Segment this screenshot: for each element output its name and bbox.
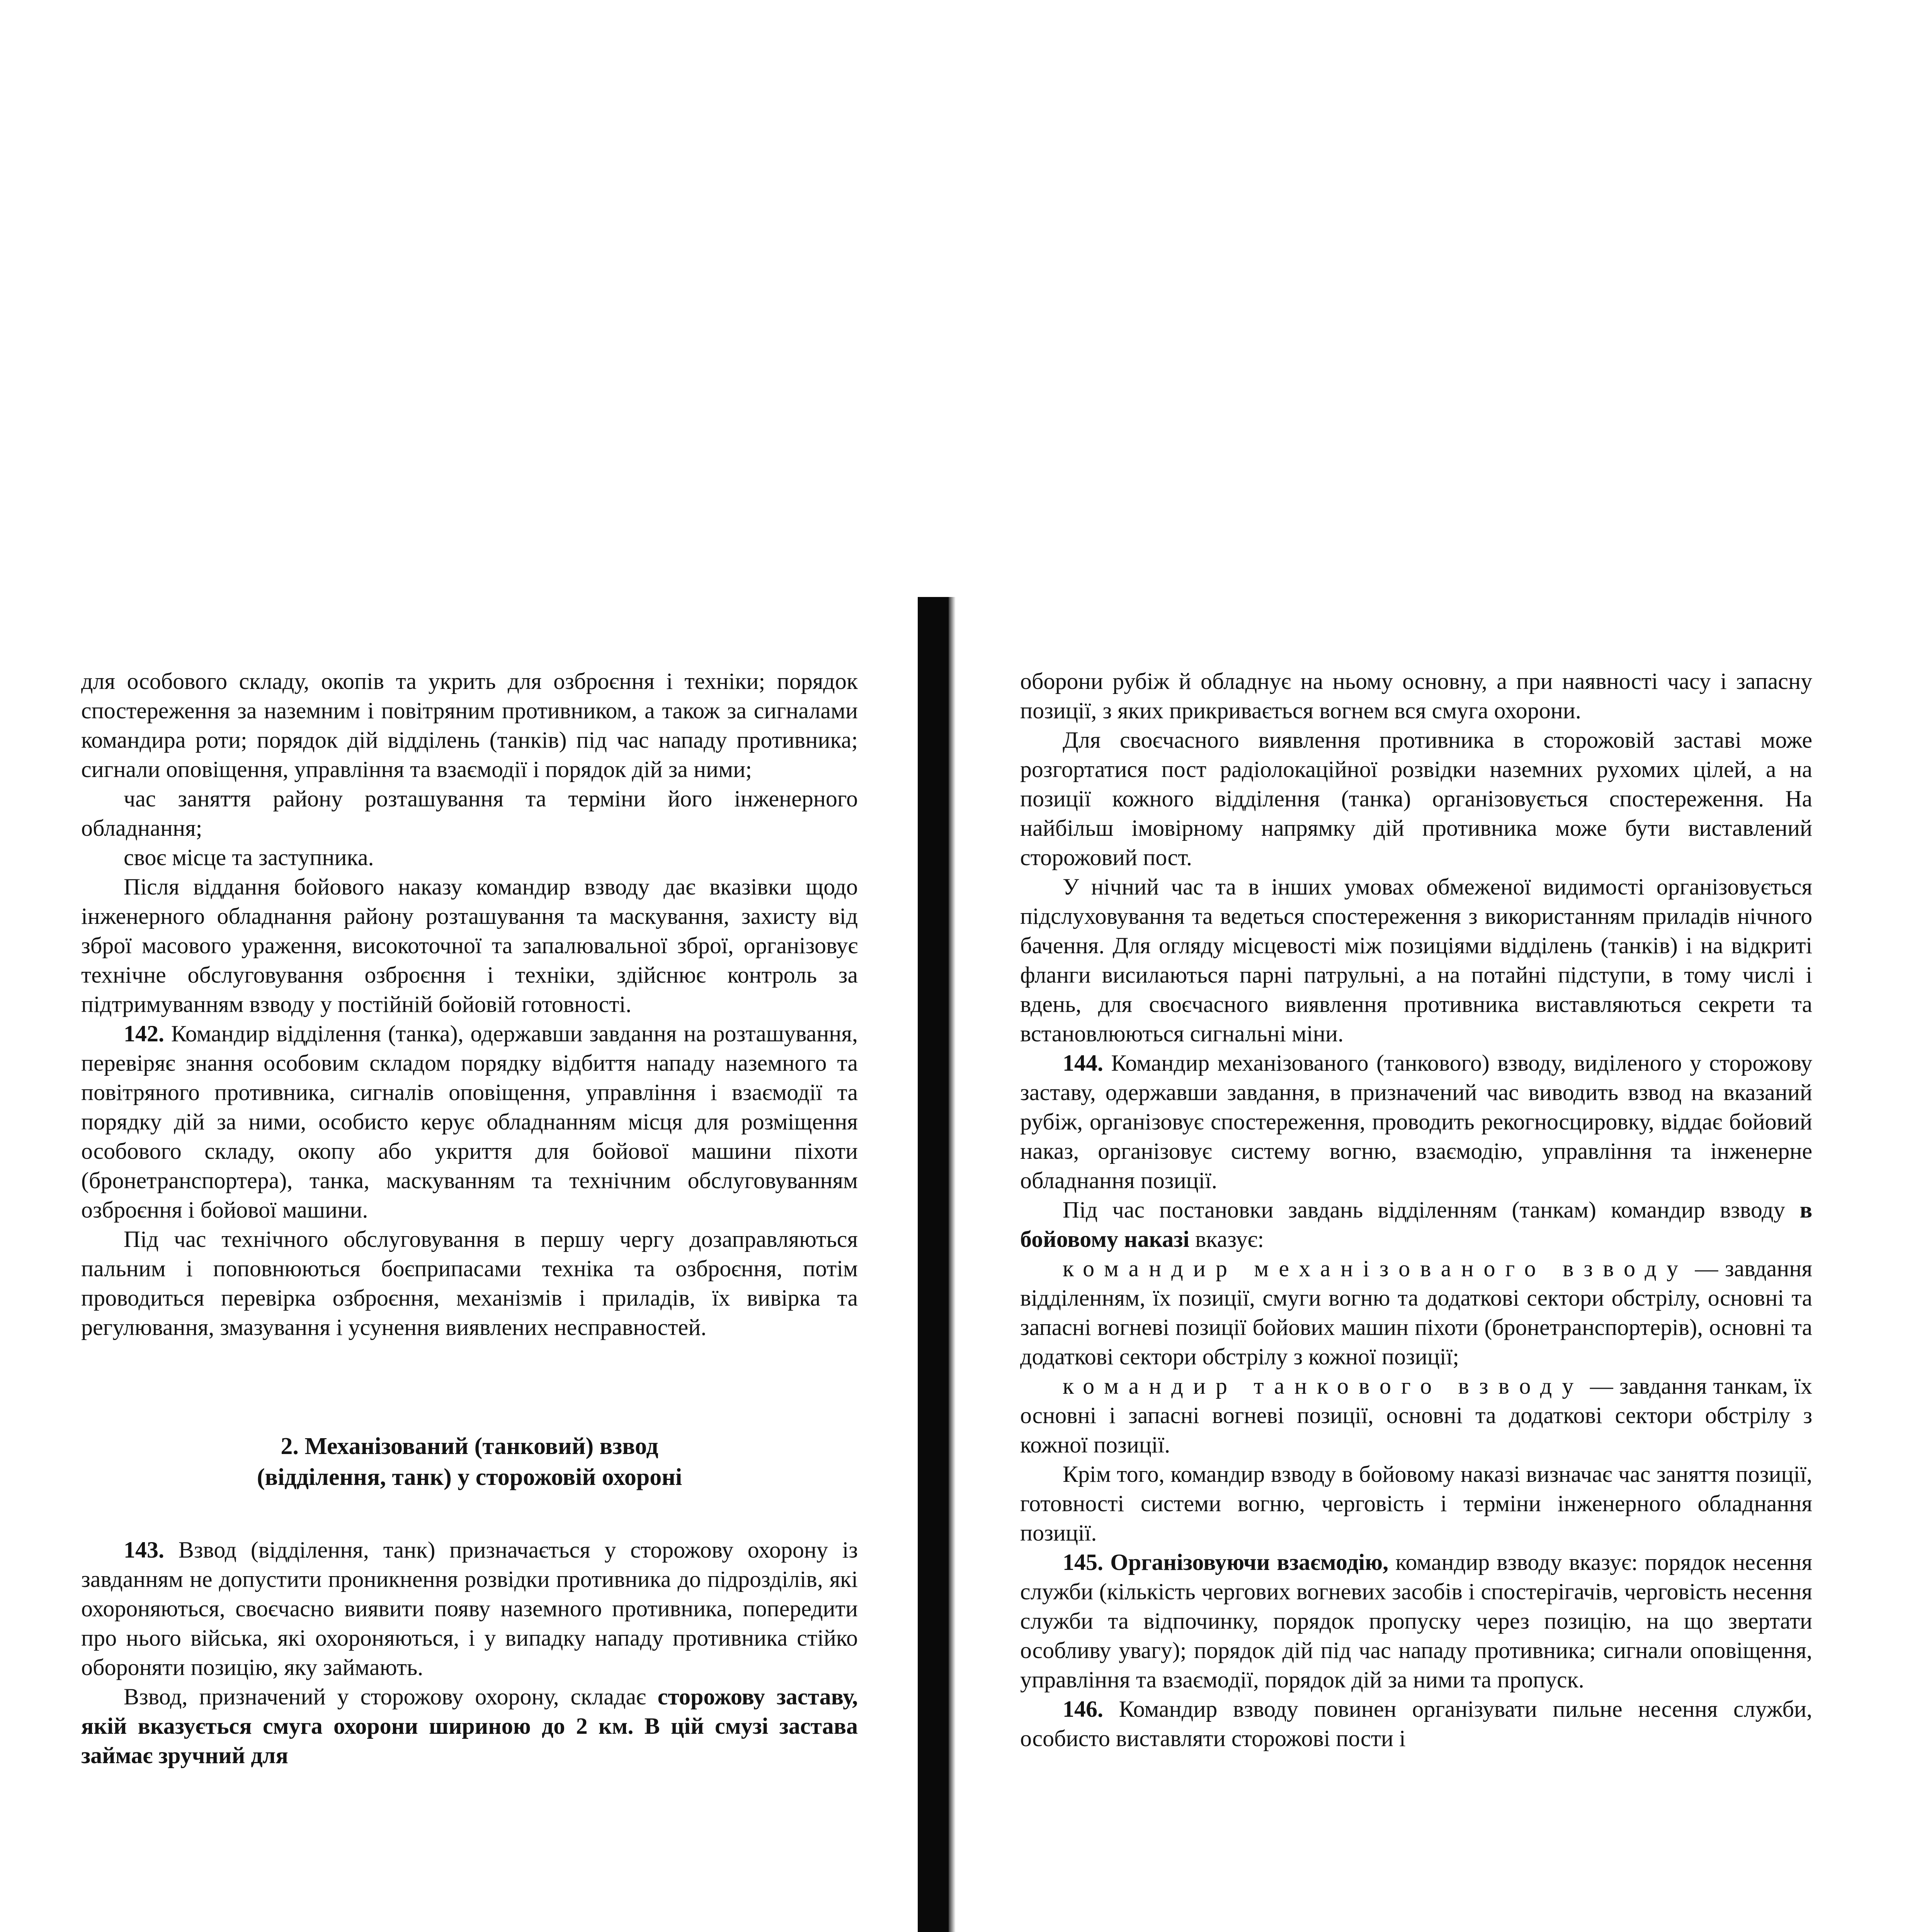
paragraph-number-144: 144. (1063, 1050, 1103, 1076)
paragraph-5-text-a: Під час постановки завдань відділенням (танкам) командир взводу (1063, 1197, 1800, 1223)
right-paragraph-146 (1020, 1694, 1812, 1753)
paragraph-5-text-c: вказує: (1189, 1226, 1264, 1252)
paragraph-143-text: Взвод (відділення, танк) призначається у сторожову охорону із завданням не допустити проникнення розвідки противника до підрозділів, які охороняються, своєчасно виявити появу наземного противника, попередити про нього війська, які охороняються, і у випадку нападу противника стійко обороняти позицію, яку займають. (81, 1537, 858, 1680)
right-paragraph-2: Для своєчасного виявлення противника в сторожовій заставі може розгортатися пост радіолокаційної розвідки наземних рухомих цілей, а на позиції кожного відділення (танка) організовується спостереження. На найбільш імовірному напрямку дій противника може бути виставлений сторожовий пост. (1020, 727, 1812, 870)
right-page (1020, 667, 1812, 1753)
paragraph-8-text-a: Взвод, призначений у сторожову охорону, складає (124, 1684, 658, 1709)
right-paragraph-1: оборони рубіж й обладнує на ньому основну, а при наявності часу і запасну позиції, з яких прикривається вогнем вся смуга охорони. (1020, 668, 1812, 723)
paragraph-7-text: — завдання танкам, їх основні і запасні вогневі позиції, основні та додаткові сектори обстрілу з кожної позиції. (1020, 1373, 1812, 1458)
right-paragraph-6 (1020, 1254, 1812, 1371)
paragraph-number-146: 146. (1063, 1696, 1103, 1722)
section-heading-line-1: 2. Механізований (танковий) взвод (281, 1433, 658, 1459)
section-heading-line-2: (відділення, танк) у сторожовій охороні (257, 1464, 682, 1490)
left-paragraph-2: час заняття району розташування та терміни його інженерного обладнання; (81, 786, 858, 841)
book-spine-gutter (918, 597, 949, 1932)
paragraph-8-text-b: сторожову заставу, якій вказується смуга охорони шириною до 2 км. В цій смузі застава займає зручний для (81, 1684, 858, 1768)
left-paragraph-142 (81, 1019, 858, 1225)
paragraph-number-143: 143. (124, 1537, 164, 1563)
section-heading (81, 1431, 858, 1493)
paragraph-146-text: Командир взводу повинен організувати пильне несення служби, особисто виставляти сторожові пости і (1020, 1696, 1812, 1751)
left-paragraph-3: своє місце та заступника. (124, 845, 374, 870)
paragraph-144-text: Командир механізованого (танкового) взводу, виділеного у сторожову заставу, одержавши завдання, в призначений час виводить взвод на вказаний рубіж, організовує спостереження, проводить рекогносцировку, віддає бойовий наказ, організовує систему вогню, взаємодію, управління та інженерне обладнання позиції. (1020, 1050, 1812, 1193)
left-paragraph-143 (81, 1535, 858, 1682)
paragraph-number-145: 145. Організовуючи взаємодію, (1063, 1549, 1389, 1575)
left-paragraph-6: Під час технічного обслуговування в першу чергу дозаправляються пальним і поповнюються боєприпасами техніка та озброєння, потім проводиться перевірка озброєння, механізмів і приладів, їх вивірка та регулювання, змазування і усунення виявлених несправностей. (81, 1226, 858, 1340)
left-paragraph-4: Після віддання бойового наказу командир взводу дає вказівки щодо інженерного обладнання району розташування та маскування, захисту від зброї масового ураження, високоточної та запалювальної зброї, організовує технічне обслуговування озброєння і техніки, здійснює контроль за підтримуванням взводу у постійній бойовій готовності. (81, 874, 858, 1017)
right-paragraph-145 (1020, 1548, 1812, 1694)
right-paragraph-7 (1020, 1371, 1812, 1459)
right-paragraph-3: У нічний час та в інших умовах обмеженої видимості організовується підслуховування та ведеться спостереження з використанням приладів нічного бачення. Для огляду місцевості між позиціями відділень (танків) і на відкриті фланги висилаються парні патрульні, а на потайні підступи, в тому числі і вдень, для своєчасного виявлення противника виставляються секрети та встановлюються сигнальні міни. (1020, 874, 1812, 1046)
tank-commander-label: командир танкового взводу (1063, 1373, 1584, 1399)
right-paragraph-144 (1020, 1048, 1812, 1195)
mechanized-commander-label: командир механізованого взводу (1063, 1256, 1688, 1281)
paragraph-142-text: Командир відділення (танка), одержавши завдання на розташування, перевіряє знання особовим складом порядку відбиття нападу наземного та повітряного противника, сигналів оповіщення, управління і взаємодії та порядку дій за ними, особисто керує обладнанням місця для розміщення особового складу, окопу або укриття для бойової машини піхоти (бронетранспортера), танка, маскуванням та технічним обслуговуванням озброєння і бойової машини. (81, 1021, 858, 1223)
book-spine-shadow (949, 597, 956, 1932)
paragraph-6-text: — завдання відділенням, їх позиції, смуги вогню та додаткові сектори обстрілу, основні та запасні вогневі позиції бойових машин піхоти (бронетранспортерів), основні та додаткові сектори обстрілу з кожної позиції; (1020, 1256, 1812, 1369)
left-page (81, 667, 858, 1770)
right-paragraph-8: Крім того, командир взводу в бойовому наказі визначає час заняття позиції, готовності системи вогню, черговість і терміни інженерного обладнання позиції. (1020, 1461, 1812, 1546)
left-paragraph-1: для особового складу, окопів та укрить для озброєння і техніки; порядок спостереження за наземним і повітряним противником, а також за сигналами командира роти; порядок дій відділень (танків) під час нападу противника; сигнали оповіщення, управління та взаємодії і порядок дій за ними; (81, 668, 858, 782)
paragraph-145-text: командир взводу вказує: порядок несення служби (кількість чергових вогневих засобів і спостерігачів, черговість несення служби та відпочинку, порядок пропуску через позицію, на що звертати особливу увагу); порядок дій під час нападу противника; сигнали оповіщення, управління та взаємодії, порядок дій за ними та пропуск. (1020, 1549, 1812, 1692)
right-paragraph-5 (1020, 1195, 1812, 1254)
left-paragraph-8 (81, 1682, 858, 1770)
paragraph-number-142: 142. (124, 1021, 164, 1046)
paragraph-5-text-b: в бойовому наказі (1020, 1197, 1812, 1252)
